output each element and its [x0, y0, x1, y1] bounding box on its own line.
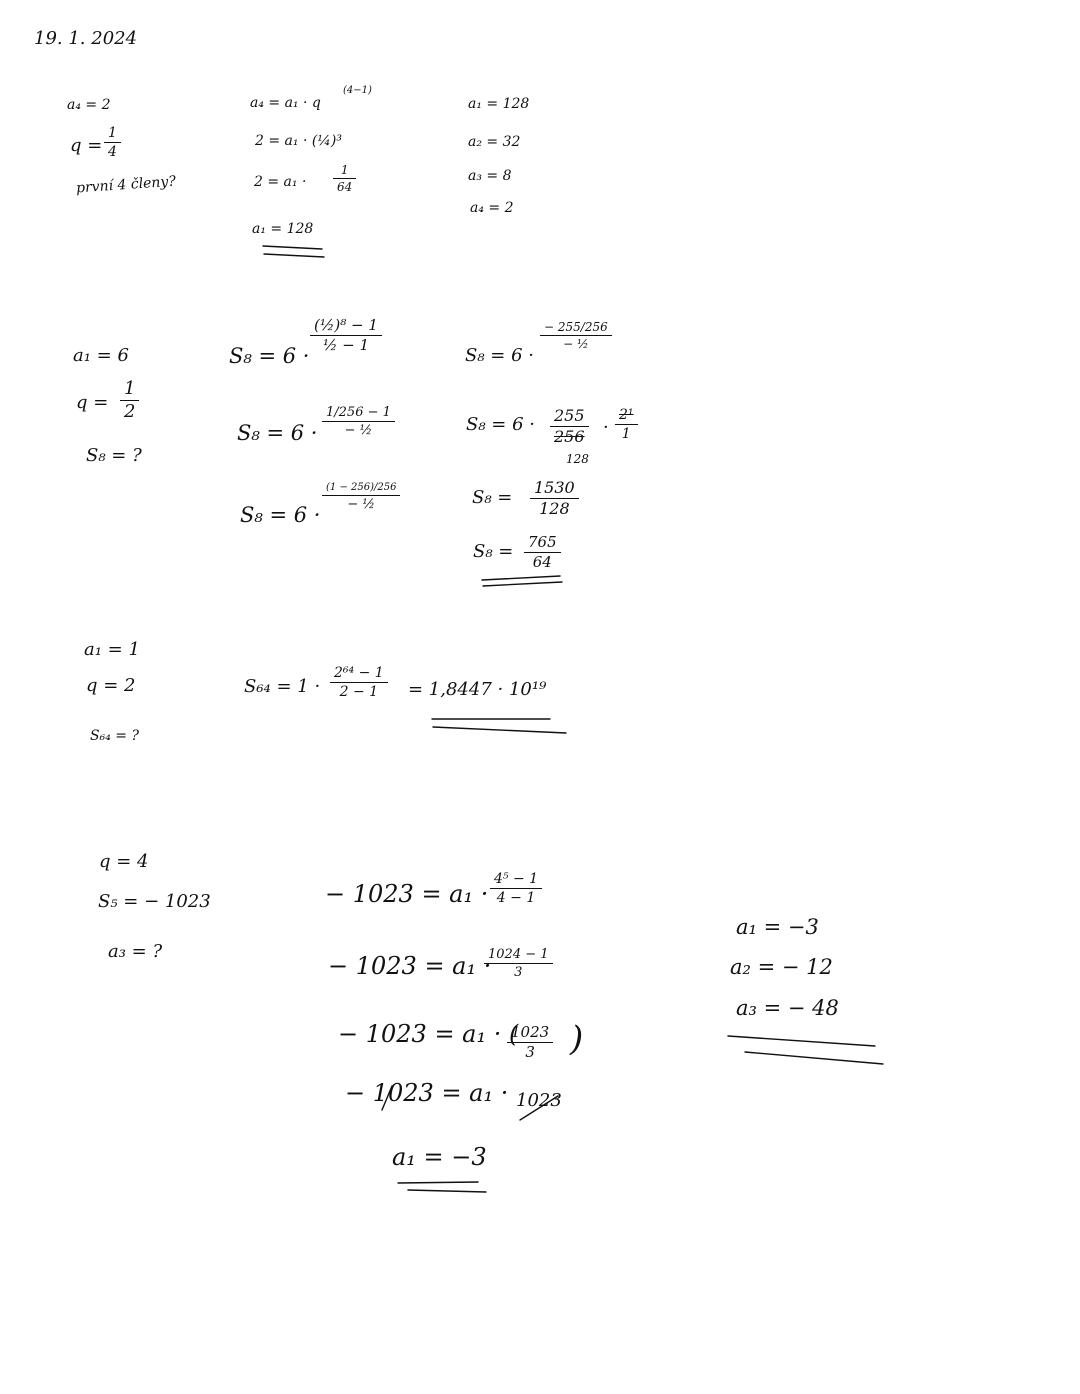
term-a4: a₄ = 2	[470, 200, 514, 216]
question-s64: S₆₄ = ?	[90, 728, 139, 744]
ex4-line-4-rhs: 1023	[516, 1090, 562, 1111]
ex4-result-double-underline	[396, 1178, 491, 1198]
ex2-right-4-fraction: 765 64	[524, 535, 561, 570]
ex4-line-3-fraction: 1023 3	[507, 1025, 553, 1060]
term-a2: a₂ = 32	[468, 134, 521, 150]
ex2-right-2: S₈ = 6 ·	[466, 414, 535, 435]
question-s8: S₈ = ?	[86, 445, 142, 466]
ex4-line-1: − 1023 = a₁ ·	[325, 880, 489, 908]
ex2-right-2-cancel-note: 128	[566, 452, 589, 466]
ex2-line-2: S₈ = 6 ·	[237, 421, 318, 445]
formula-exponent: (4−1)	[343, 85, 372, 96]
ex4-line-2: − 1023 = a₁ ·	[328, 952, 492, 980]
ex2-right-2-fraction: 255 256	[550, 408, 589, 445]
ex1-double-underline	[262, 243, 326, 263]
question-a3: a₃ = ?	[108, 941, 163, 962]
ex1-step-2-fraction: 1 64	[333, 164, 356, 193]
ex2-right-1: S₈ = 6 ·	[465, 345, 534, 366]
given-s5: S₅ = − 1023	[98, 891, 211, 912]
ex4-line-1-fraction: 4⁵ − 1 4 − 1	[490, 872, 542, 905]
ex3-result: = 1,8447 · 10¹⁹	[408, 679, 547, 700]
given-a1: a₁ = 6	[73, 345, 129, 366]
ex4-terms-double-underline	[725, 1030, 890, 1070]
ex3-fraction: 2⁶⁴ − 1 2 − 1	[330, 666, 388, 699]
ex4-cancel-strokes	[380, 1082, 570, 1132]
ex2-line-1-fraction: (½)⁸ − 1 ½ − 1	[310, 318, 382, 353]
ex4-line-4: − 1023 = a₁ ·	[345, 1079, 509, 1107]
given-a1: a₁ = 1	[84, 639, 140, 660]
ex2-right-1-fraction: − 255/256 − ½	[540, 321, 612, 350]
ex2-right-3: S₈ =	[472, 487, 513, 508]
ex2-right-2-fraction-2: 2¹ 1	[615, 408, 638, 441]
given-q: q =	[70, 135, 103, 156]
ex2-right-3-fraction: 1530 128	[530, 480, 579, 517]
date-label: 19. 1. 2024	[34, 28, 138, 49]
ex2-line-1: S₈ = 6 ·	[229, 344, 310, 368]
ex2-line-2-fraction: 1/256 − 1 − ½	[322, 406, 395, 437]
ex2-line-3: S₈ = 6 ·	[240, 503, 321, 527]
ex1-step-1: 2 = a₁ · (¼)³	[255, 133, 342, 149]
ex2-double-underline	[480, 574, 565, 590]
ex4-line-3-close-paren: )	[570, 1019, 584, 1059]
ex2-right-4: S₈ =	[473, 541, 514, 562]
given-q: q = 2	[86, 675, 136, 696]
question-first-terms: první 4 členy?	[75, 173, 177, 197]
given-q: q = 4	[99, 851, 149, 872]
ex4-result: a₁ = −3	[392, 1143, 487, 1171]
formula-general-term: a₄ = a₁ · q	[250, 95, 321, 111]
ex3-line: S₆₄ = 1 ·	[244, 676, 321, 697]
term-a3: a₃ = 8	[468, 168, 512, 184]
ex2-right-2-mult: ·	[603, 417, 609, 438]
ex1-result: a₁ = 128	[252, 221, 314, 237]
ex1-step-2: 2 = a₁ ·	[254, 174, 307, 190]
ex3-double-underline	[430, 713, 570, 739]
term-a1: a₁ = 128	[468, 96, 530, 112]
q-fraction: 1 4	[104, 126, 121, 159]
given-a4: a₄ = 2	[67, 97, 111, 113]
q-fraction: 1 2	[120, 380, 139, 421]
given-q: q =	[76, 392, 109, 413]
ex4-term-a1: a₁ = −3	[736, 915, 819, 939]
ex4-term-a2: a₂ = − 12	[730, 955, 833, 979]
ex2-line-3-fraction: (1 − 256)/256 − ½	[322, 483, 400, 511]
ex4-line-2-fraction: 1024 − 1 3	[484, 948, 553, 979]
ex4-line-3: − 1023 = a₁ · (	[338, 1020, 519, 1048]
ex4-term-a3: a₃ = − 48	[736, 996, 839, 1020]
